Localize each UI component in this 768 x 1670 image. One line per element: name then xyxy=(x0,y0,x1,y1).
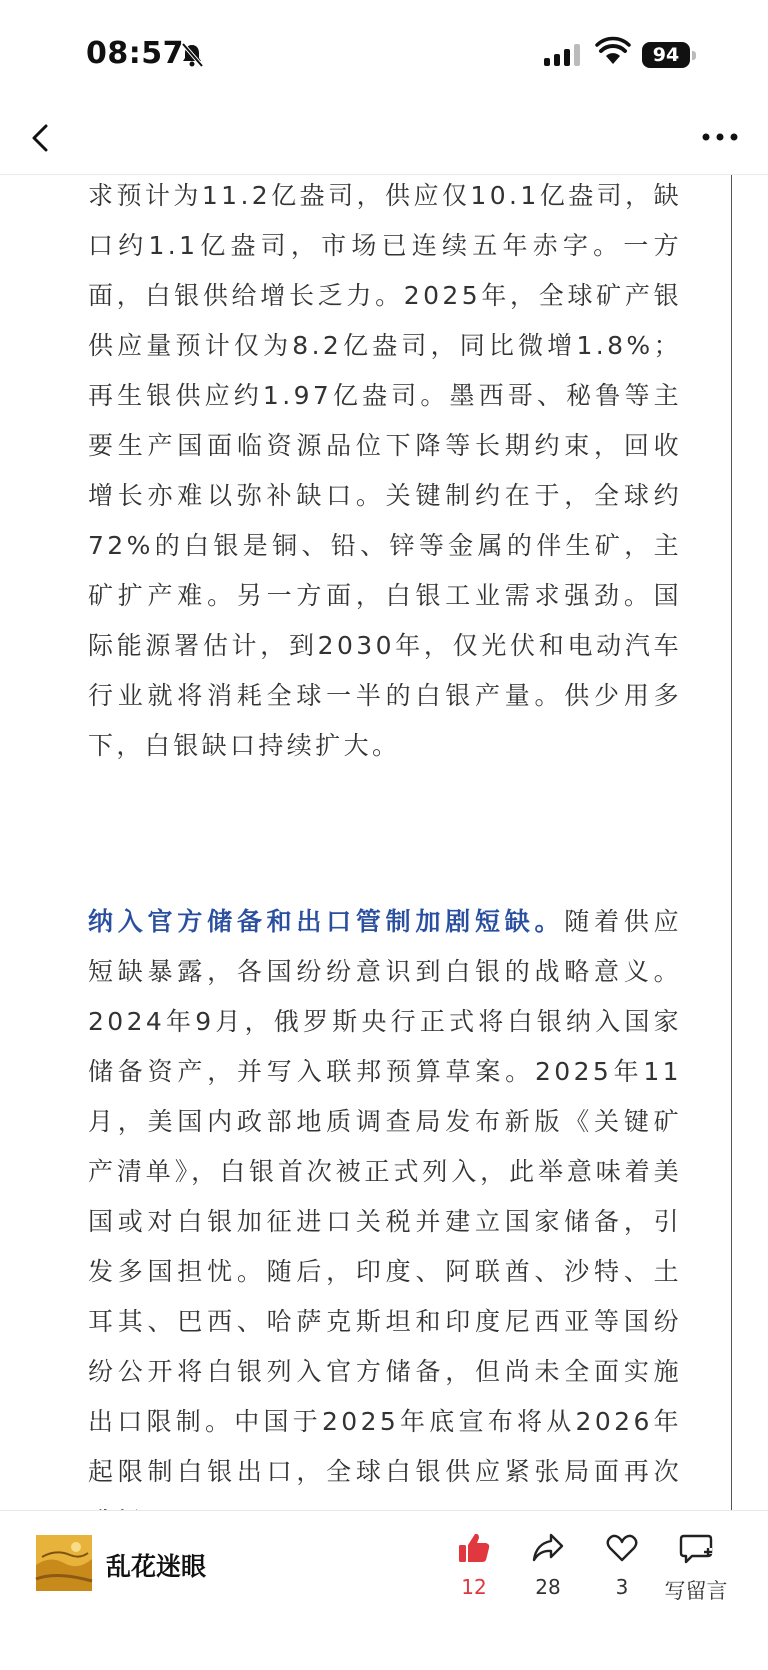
heart-icon xyxy=(605,1531,639,1565)
author-avatar[interactable] xyxy=(36,1535,92,1591)
favorite-button[interactable] xyxy=(582,1531,662,1599)
paragraph-lead-heading: 纳入官方储备和出口管制加剧短缺。 xyxy=(88,907,565,936)
write-comment-button[interactable] xyxy=(656,1531,736,1605)
thumbs-up-icon xyxy=(457,1531,491,1565)
like-button[interactable] xyxy=(434,1531,514,1599)
status-bar xyxy=(0,0,768,110)
share-arrow-icon xyxy=(531,1531,565,1565)
battery-indicator: 94 xyxy=(642,42,690,68)
nav-bar xyxy=(0,100,768,175)
more-horizontal-icon[interactable] xyxy=(696,122,746,152)
article-content xyxy=(0,175,768,1510)
wifi-icon xyxy=(596,40,630,66)
comment-add-icon xyxy=(678,1531,714,1565)
cellular-signal-icon xyxy=(544,44,584,68)
favorite-count: 3 xyxy=(615,1575,629,1599)
chevron-left-icon[interactable] xyxy=(24,118,60,158)
write-comment-label: 写留言 xyxy=(664,1579,728,1603)
paragraph-body: 随着供应短缺暴露，各国纷纷意识到白银的战略意义。2024年9月，俄罗斯央行正式将白银纳入国家储备资产，并写入联邦预算草案。2025年11月，美国内政部地质调查局发布新版《关键矿产清单》，白银首次被正式列入，此举意味着美国或对白银加征进口关税并建立国家储备，引发多国担忧。随后，印度、阿联酋、沙特、土耳其、巴西、哈萨克斯坦和印度尼西亚等国纷纷公开将白银列入官方储备，但尚未全面实施出口限制。中国于2025年底宣布将从2026年起限制白银出口，全球白银供应紧张局面再次 xyxy=(88,907,683,1486)
status-time: 08:57 xyxy=(86,36,184,71)
like-count: 12 xyxy=(461,1575,487,1599)
bell-muted-icon xyxy=(180,42,204,68)
article-paragraph: 求预计为11.2亿盎司，供应仅10.1亿盎司，缺口约1.1亿盎司，市场已连续五年赤字。一方面，白银供给增长乏力。2025年，全球矿产银供应量预计仅为8.2亿盎司，同比微增1.8%；再生银供应约1.97亿盎司。墨西哥、秘鲁等主要生产国面临资源品位下降等长期约束，回收增长亦难以弥补缺口。关键制约在于，全球约72%的白银是铜、铅、锌等金属的伴生矿，主矿扩产难。另一方面，白银工业需求强劲。国际能源署估计，到2030年，仅光伏和电动汽车行业就将消耗全球一半的白银产量。供少用多下，白银缺口持续扩大。 xyxy=(88,181,682,760)
share-count: 28 xyxy=(535,1575,561,1599)
article-paragraph xyxy=(88,897,682,1547)
share-button[interactable] xyxy=(508,1531,588,1599)
author-name[interactable]: 乱花迷眼 xyxy=(106,1552,207,1581)
battery-nub xyxy=(692,51,696,60)
bottom-action-bar xyxy=(0,1510,768,1670)
scroll-rule xyxy=(731,175,732,1510)
